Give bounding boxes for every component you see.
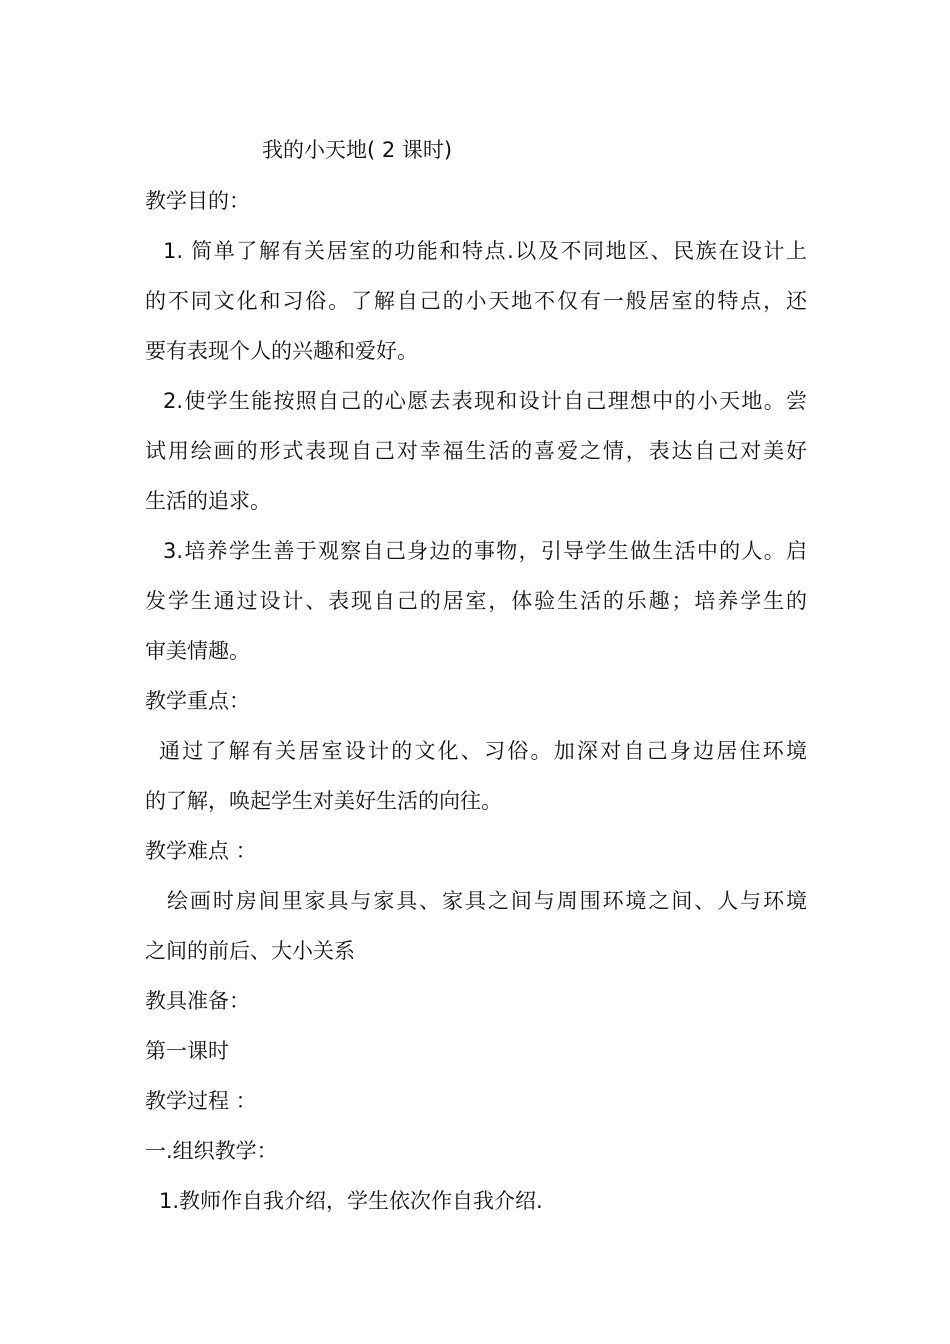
- heading-organize-teaching: 一.组织教学：: [145, 1139, 278, 1163]
- goal-2-line-1: 2.使学生能按照自己的心愿去表现和设计自己理想中的小天地。尝: [163, 389, 807, 413]
- document-title: 我的小天地( 2 课时): [262, 138, 453, 162]
- heading-key-points: 教学重点：: [145, 689, 250, 713]
- heading-teaching-aids: 教具准备：: [145, 989, 250, 1013]
- difficulties-line-2: 之间的前后、大小关系: [145, 939, 355, 963]
- goal-2-line-2: 试用绘画的形式表现自己对幸福生活的喜爱之情，表达自己对美好: [145, 439, 807, 463]
- heading-teaching-goals: 教学目的：: [145, 189, 250, 213]
- goal-1-line-2: 的不同文化和习俗。了解自己的小天地不仅有一般居室的特点，还: [145, 289, 807, 313]
- key-points-line-2: 的了解，唤起学生对美好生活的向往。: [145, 789, 502, 813]
- heading-first-lesson: 第一课时: [145, 1039, 229, 1063]
- goal-3-line-2: 发学生通过设计、表现自己的居室，体验生活的乐趣；培养学生的: [145, 589, 807, 613]
- process-step-1: 1.教师作自我介绍，学生依次作自我介绍.: [159, 1189, 543, 1213]
- document-body: [145, 176, 807, 1226]
- goal-1-line-1: 1. 简单了解有关居室的功能和特点.以及不同地区、民族在设计上: [163, 239, 807, 263]
- difficulties-line-1: 绘画时房间里家具与家具、家具之间与周围环境之间、人与环境: [167, 889, 807, 913]
- heading-difficulties: 教学难点 ：: [145, 839, 257, 863]
- goal-2-line-3: 生活的追求。: [145, 489, 271, 513]
- goal-3-line-3: 审美情趣。: [145, 639, 250, 663]
- goal-3-line-1: 3.培养学生善于观察自己身边的事物，引导学生做生活中的人。启: [163, 539, 807, 563]
- key-points-line-1: 通过了解有关居室设计的文化、习俗。加深对自己身边居住环境: [159, 739, 807, 763]
- heading-teaching-process: 教学过程 ：: [145, 1089, 257, 1113]
- goal-1-line-3: 要有表现个人的兴趣和爱好。: [145, 339, 418, 363]
